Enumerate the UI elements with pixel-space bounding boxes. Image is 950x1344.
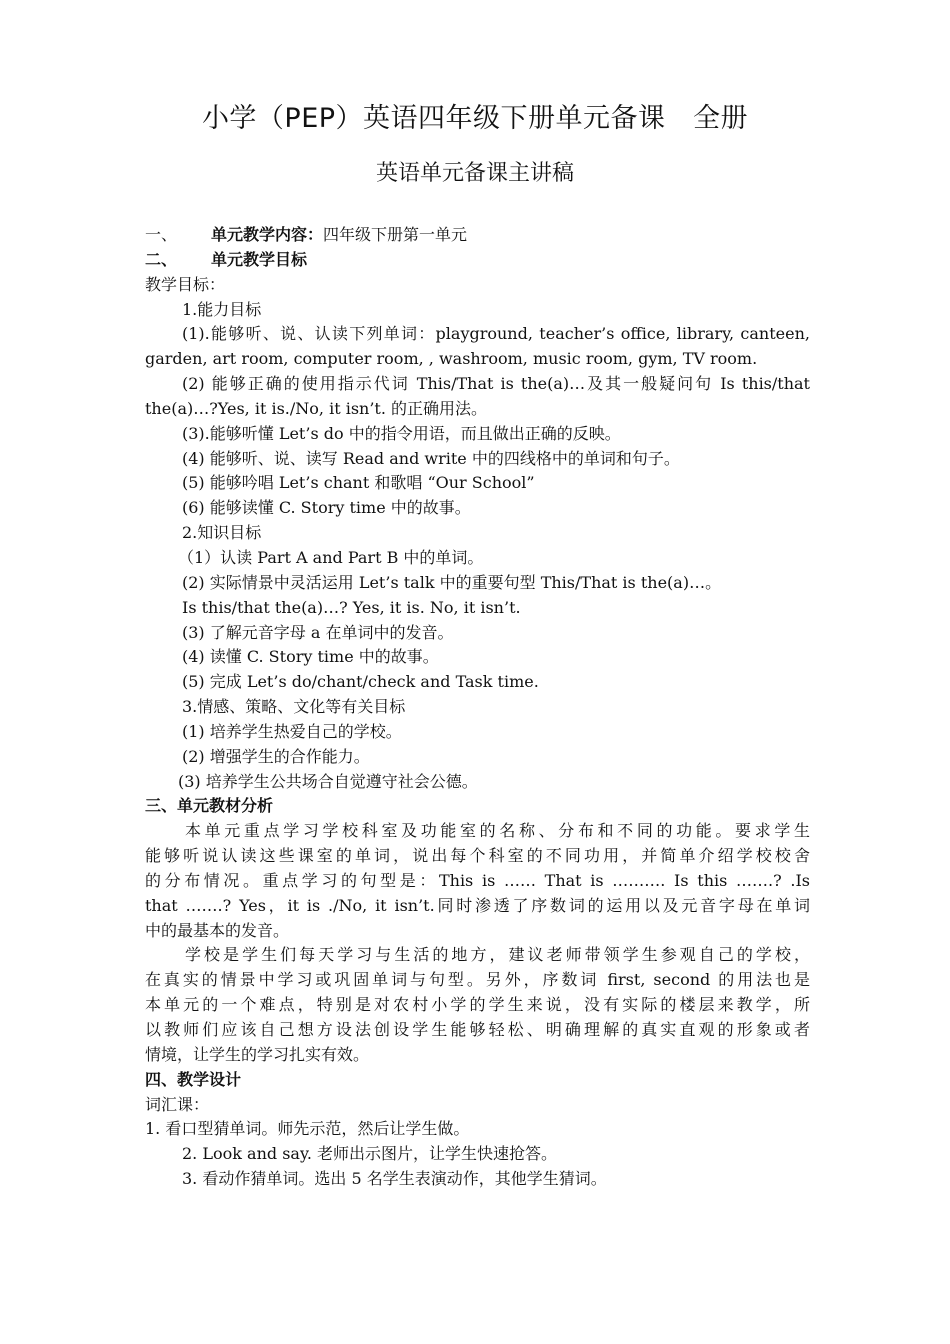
analysis-line: 本单元的一个难点，特别是对农村小学的学生来说，没有实际的楼层来教学，所 (145, 995, 810, 1015)
analysis-line: 能够听说认读这些课室的单词，说出每个科室的不同功用，并简单介绍学校校舍 (145, 846, 810, 866)
ability-line: (4) 能够听、说、读写 Read and write 中的四线格中的单词和句子。 (182, 448, 680, 468)
knowledge-line: (3) 了解元音字母 a 在单词中的发音。 (182, 622, 454, 642)
ability-line: garden, art room, computer room, , washroom, music room, gym, TV room. (145, 349, 758, 369)
section-label: 单元教学内容： (211, 225, 324, 244)
knowledge-line: (2) 实际情景中灵活运用 Let’s talk 中的重要句型 This/That is the(a)…。 (182, 572, 722, 592)
section-label: 单元教学目标 (211, 249, 308, 269)
analysis-line: 情境，让学生的学习扎实有效。 (145, 1044, 370, 1064)
emotion-heading: 3.情感、策略、文化等有关目标 (182, 697, 406, 717)
ability-line: (2) 能够正确的使用指示代词 This/That is the(a)…及其一般疑问句 Is this/that (182, 374, 810, 394)
design-step: 1. 看口型猜单词。师先示范，然后让学生做。 (145, 1119, 470, 1139)
analysis-line: 在真实的情景中学习或巩固单词与句型。另外，序数词 first, second 的用法也是 (145, 970, 810, 990)
knowledge-line: (5) 完成 Let’s do/chant/check and Task time. (182, 672, 539, 692)
ability-heading: 1.能力目标 (182, 299, 262, 319)
document-subtitle: 英语单元备课主讲稿 (375, 161, 574, 186)
ability-line: (6) 能够读懂 C. Story time 中的故事。 (182, 498, 471, 518)
analysis-line: 学校是学生们每天学习与生活的地方，建议老师带领学生参观自己的学校， (185, 945, 810, 965)
section-1 (145, 223, 810, 248)
analysis-line: 以教师们应该自己想方设法创设学生能够轻松、明确理解的真实直观的形象或者 (145, 1020, 810, 1039)
analysis-line: 本单元重点学习学校科室及功能室的名称、分布和不同的功能。要求学生 (185, 821, 810, 841)
document-title: 小学（PEP）英语四年级下册单元备课 全册 (201, 103, 749, 134)
design-step: 3. 看动作猜单词。选出 5 名学生表演动作，其他学生猜词。 (182, 1169, 607, 1189)
knowledge-line: Is this/that the(a)…? Yes, it is. No, it isn’t. (182, 597, 521, 617)
emotion-line: (1) 培养学生热爱自己的学校。 (182, 721, 402, 741)
emotion-line: (2) 增强学生的合作能力。 (182, 746, 370, 766)
analysis-line: that …….? Yes，it is ./No, it isn’t.同时渗透了序数词的运用以及元音字母在单词 (145, 895, 810, 915)
emotion-line: (3) 培养学生公共场合自觉遵守社会公德。 (178, 771, 478, 791)
section-value: 四年级下册第一单元 (323, 225, 468, 244)
ability-line: (3).能够听懂 Let’s do 中的指令用语，而且做出正确的反映。 (182, 423, 621, 443)
vocab-heading: 词汇课： (145, 1094, 210, 1114)
knowledge-line: （1）认读 Part A and Part B 中的单词。 (178, 547, 484, 567)
ability-line: the(a)…?Yes, it is./No, it isn’t. 的正确用法。 (145, 398, 488, 418)
document-body (145, 223, 810, 1192)
analysis-line: 的分布情况。重点学习的句型是：This is …… That is ………. Is this …….? .Is (145, 870, 810, 890)
knowledge-line: (4) 读懂 C. Story time 中的故事。 (182, 647, 439, 667)
design-step: 2. Look and say. 老师出示图片，让学生快速抢答。 (182, 1144, 558, 1164)
ability-line: (5) 能够吟唱 Let’s chant 和歌唱 “Our School” (182, 473, 535, 493)
analysis-line: 中的最基本的发音。 (145, 920, 290, 940)
section-number: 二、 (145, 249, 178, 269)
section-3-heading: 三、单元教材分析 (145, 796, 274, 816)
ability-line: (1).能够听、说、认读下列单词：playground, teacher’s office, library, canteen, (182, 324, 810, 344)
section-number: 一、 (145, 225, 178, 244)
section-4-heading: 四、教学设计 (145, 1069, 242, 1089)
section-2 (145, 248, 810, 273)
goals-heading: 教学目标： (145, 274, 226, 294)
knowledge-heading: 2.知识目标 (182, 523, 262, 543)
